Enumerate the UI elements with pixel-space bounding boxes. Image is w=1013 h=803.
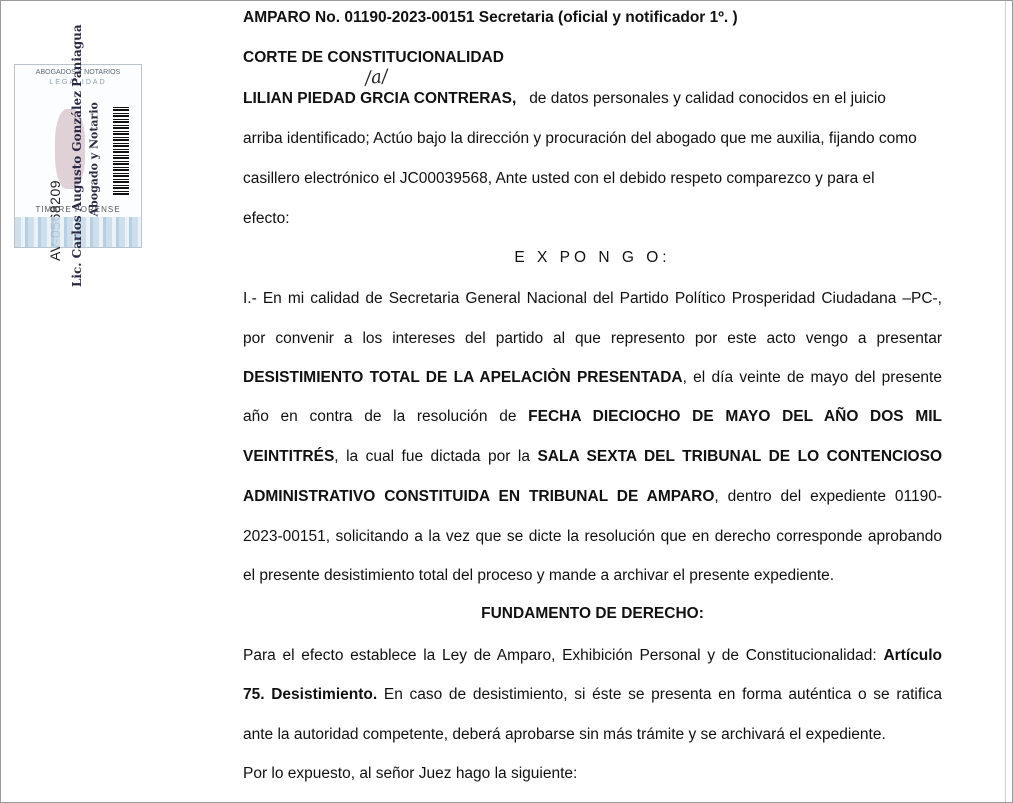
lawyer-seal-title: Abogado y Notario	[87, 102, 101, 217]
fundamento-heading: FUNDAMENTO DE DERECHO:	[481, 605, 704, 622]
court-name: CORTE DE CONSTITUCIONALIDAD	[243, 49, 504, 66]
intro-line-4: efecto:	[243, 210, 290, 227]
intro-line-2: arriba identificado; Actúo bajo la dirección y procuración del abogado que me auxilia, fijando como	[243, 130, 917, 147]
fundamento-line-2: 75. Desistimiento. En caso de desistimiento, si éste se presenta en forma auténtica o se ratifica	[243, 686, 942, 703]
section1-line-6: ADMINISTRATIVO CONSTITUIDA EN TRIBUNAL DE AMPARO, dentro del expediente 01190-	[243, 488, 942, 505]
intro-line-1: LILIAN PIEDAD GRCIA CONTRERAS, de datos personales y calidad conocidos en el juicio	[243, 90, 886, 107]
handwritten-correction: /a/	[363, 65, 389, 90]
closing-line: Por lo expuesto, al señor Juez hago la siguiente:	[243, 765, 578, 782]
section1-line-4: año en contra de la resolución de FECHA DIECIOCHO DE MAYO DEL AÑO DOS MIL	[243, 408, 942, 425]
section1-line-8: el presente desistimiento total del proceso y mande a archivar el presente expediente.	[243, 567, 835, 584]
stamp-footer: TIMBRE FORENSE	[35, 205, 121, 214]
stamp-subheader: LEGALIDAD	[49, 79, 107, 86]
section1-line-2: por convenir a los intereses del partido al que represento por este acto vengo a presentar	[243, 330, 942, 347]
stamp-header: ABOGADOS Y NOTARIOS	[35, 69, 121, 76]
expongo-heading: E X PO N G O:	[514, 249, 671, 266]
barcode-icon	[113, 105, 129, 195]
fundamento-line-1: Para el efecto establece la Ley de Amparo, Exhibición Personal y de Constitucionalidad: Artículo	[243, 647, 942, 664]
fundamento-line-3: ante la autoridad competente, deberá aprobarse sin más trámite y se archivará el expediente.	[243, 726, 886, 743]
section1-line-1: I.- En mi calidad de Secretaria General Nacional del Partido Político Prosperidad Ciudadana –PC-,	[243, 290, 942, 307]
lawyer-seal-name: Lic. Carlos Augusto González Paniagua	[70, 24, 84, 287]
section1-line-7: 2023-00151, solicitando a la vez que se dicte la resolución que en derecho corresponde aprobando	[243, 528, 942, 545]
petitioner-name: LILIAN PIEDAD GRCIA CONTRERAS,	[243, 90, 517, 107]
section1-line-3: DESISTIMIENTO TOTAL DE LA APELACIÒN PRESENTADA, el día veinte de mayo del presente	[243, 369, 942, 386]
case-line: AMPARO No. 01190-2023-00151 Secretaria (oficial y notificador 1º. )	[243, 9, 738, 26]
intro-line-3: casillero electrónico el JC00039568, Ante usted con el debido respeto comparezco y para el	[243, 170, 875, 187]
section1-line-5: VEINTITRÉS, la cual fue dictada por la SALA SEXTA DEL TRIBUNAL DE LO CONTENCIOSO	[243, 448, 942, 465]
